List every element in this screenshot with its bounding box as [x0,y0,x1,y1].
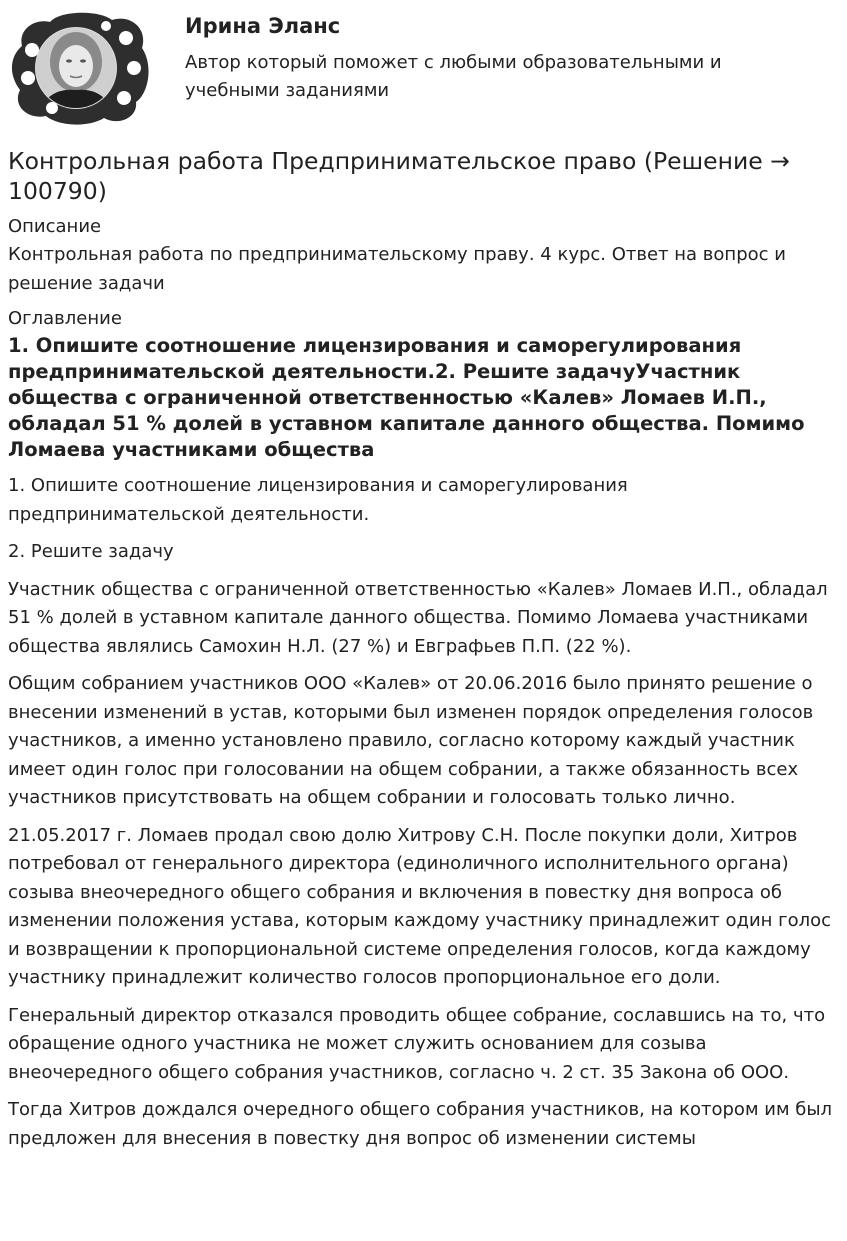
description-text: Контрольная работа по предпринимательскому праву. 4 курс. Ответ на вопрос и решение задачи [8,244,786,294]
document-content [8,146,842,1162]
toc-label: Оглавление [8,308,122,329]
body-paragraph: Генеральный директор отказался проводить общее собрание, сославшись на то, что обращение одного участника не может служить основанием для созыва внеочередного общего собрания участников, согласно ч. 2 ст. 35 Закона об ООО. [8,1004,826,1083]
description-label: Описание [8,216,102,237]
film-reel-avatar-icon [8,8,152,126]
author-name[interactable]: Ирина Эланс [185,14,341,38]
body-paragraph: 21.05.2017 г. Ломаев продал свою долю Хитрову С.Н. После покупки доли, Хитров потребовал от генерального директора (единоличного исполнительного органа) созыва внеочередного общего собрания и включения в повестку дня вопроса об изменении положения устава, которым каждому участнику принадлежит один голос и возвращении к пропорциональной системе определения голосов, когда каждому участнику принадлежит количество голосов пропорциональное его доли. [8,824,832,988]
author-avatar[interactable] [8,8,152,126]
body-paragraph: 1. Опишите соотношение лицензирования и саморегулирования предпринимательской деятельности. [8,475,628,525]
author-description: Автор который поможет с любыми образовательными и учебными заданиями [185,52,722,101]
author-header [0,0,847,130]
page-title: Контрольная работа Предпринимательское право (Решение → 100790) [8,147,790,205]
body-paragraph: Участник общества с ограниченной ответственностью «Калев» Ломаев И.П., обладал 51 % долей в уставном капитале данного общества. Помимо Ломаева участниками общества являлись Самохин Н.Л. (27 %) и Евграфьев П.П. (22 %). [8,578,828,657]
body-paragraph: 2. Решите задачу [8,541,174,562]
body-paragraph: Общим собранием участников ООО «Калев» от 20.06.2016 было принято решение о внесении изменений в устав, которыми был изменен порядок определения голосов участников, а именно установлено правило, согласно которому каждый участник имеет один голос при голосовании на общем собрании, а также обязанность всех участников присутствовать на общем собрании и голосовать только лично. [8,673,814,808]
body-paragraph: Тогда Хитров дождался очередного общего собрания участников, на котором им был предложен для внесения в повестку дня вопрос об изменении системы [8,1099,833,1149]
toc-heading: 1. Опишите соотношение лицензирования и саморегулирования предпринимательской деятельности.2. Решите задачуУчастник общества с ограниченной ответственностью «Калев» Ломаев И.П., обладал 51 % долей в уставном капитале данного общества. Помимо Ломаева участниками общества [8,334,805,461]
